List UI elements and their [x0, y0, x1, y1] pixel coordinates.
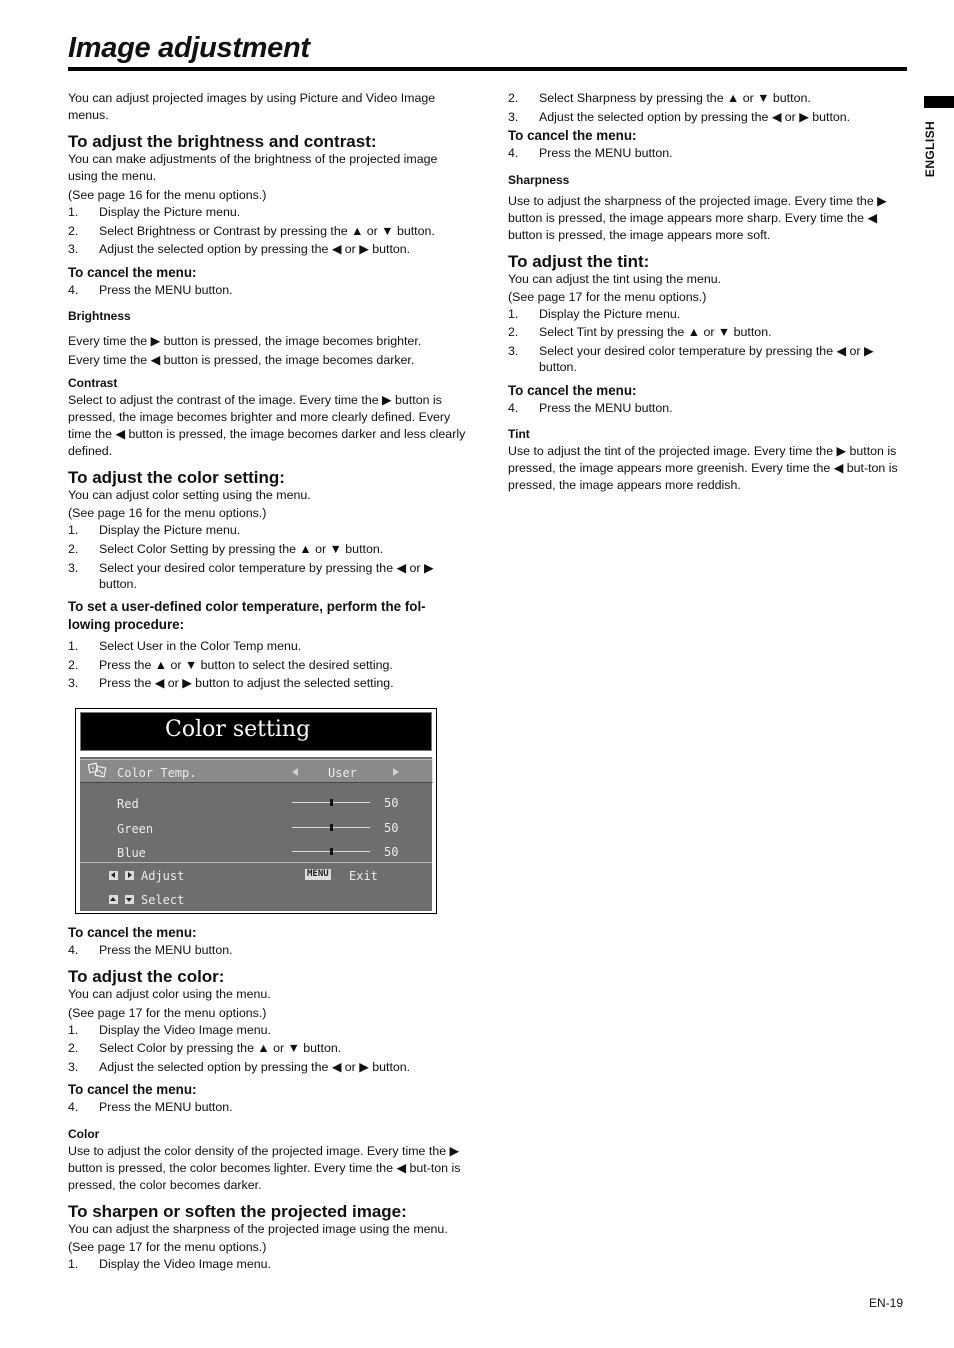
- left-arrow-icon: [292, 768, 298, 776]
- osd-footer: [80, 863, 432, 911]
- left-column: [68, 90, 468, 1275]
- list-item: 4. Press the MENU button.: [68, 282, 233, 297]
- color-subheading: Color: [68, 1126, 100, 1141]
- sharpen-heading: To sharpen or soften the projected image:: [68, 1201, 407, 1221]
- title-rule: [68, 67, 907, 71]
- page-title: Image adjustment: [68, 32, 310, 64]
- slider-knob: [330, 799, 333, 806]
- list-item: 3. Select your desired color temperature by pressing the ◀ or ▶ button.: [508, 343, 874, 374]
- tint-subheading: Tint: [508, 427, 530, 442]
- step-list: [508, 90, 908, 125]
- list-item: 1. Select User in the Color Temp menu.: [68, 639, 302, 654]
- paragraph: Every time the ◀ button is pressed, the image becomes darker.: [68, 353, 415, 368]
- list-item: 2. Press the ▲ or ▼ button to select the desired setting.: [68, 657, 393, 672]
- list-item: 4. Press the MENU button.: [508, 146, 673, 161]
- step-list: [68, 1256, 468, 1272]
- paragraph: You can adjust color using the menu.: [68, 986, 271, 1001]
- osd-row-color-temp: [80, 759, 433, 783]
- step-list: [68, 638, 468, 691]
- cancel-heading: To cancel the menu:: [68, 1082, 197, 1098]
- slider-knob: [330, 848, 333, 855]
- list-item: 3. Adjust the selected option by pressing the ◀ or ▶ button.: [68, 1059, 411, 1074]
- list-item: 2. Select Sharpness by pressing the ▲ or ▼ button.: [508, 91, 811, 105]
- step-list: [68, 522, 468, 591]
- list-item: 3. Adjust the selected option by pressing the ◀ or ▶ button.: [68, 242, 411, 257]
- paragraph: You can adjust the tint using the menu.: [508, 271, 722, 286]
- brightness-heading: Brightness: [68, 309, 131, 324]
- menu-key-icon: MENU: [307, 868, 329, 879]
- list-item: 3. Select your desired color temperature by pressing the ◀ or ▶ button.: [68, 560, 434, 591]
- list-item: 4. Press the MENU button.: [508, 400, 673, 415]
- osd-row-label: Red: [117, 796, 139, 811]
- osd-row-value: User: [328, 765, 357, 780]
- list-item: 3. Adjust the selected option by pressing the ◀ or ▶ button.: [508, 109, 851, 124]
- paragraph: (See page 17 for the menu options.): [68, 1005, 267, 1020]
- paragraph: You can make adjustments of the brightness of the projected image using the menu.: [68, 152, 438, 183]
- left-key-icon: [109, 871, 118, 880]
- exit-label: Exit: [349, 868, 378, 883]
- adjust-label: Adjust: [141, 868, 185, 883]
- list-item: 4. Press the MENU button.: [68, 1100, 233, 1115]
- paragraph: (See page 16 for the menu options.): [68, 506, 267, 521]
- osd-row-red: [80, 791, 432, 815]
- step-list: [508, 306, 908, 375]
- paragraph: (See page 17 for the menu options.): [68, 1239, 267, 1254]
- brightness-contrast-heading: To adjust the brightness and contrast:: [68, 132, 377, 151]
- step-list: [68, 1022, 468, 1075]
- list-item: 3. Press the ◀ or ▶ button to adjust the selected setting.: [68, 676, 394, 691]
- list-item: 4. Press the MENU button.: [68, 942, 233, 957]
- list-item: 2. Select Color by pressing the ▲ or ▼ button.: [68, 1041, 342, 1056]
- down-key-icon: [125, 895, 134, 904]
- paragraph: Use to adjust the tint of the projected image. Every time the ▶ button is pressed, the image appears more greenish. Every time the ◀ but-ton is pressed, the image appears more reddish.: [508, 444, 898, 493]
- osd-header: [80, 712, 432, 751]
- green-slider: [292, 827, 370, 828]
- list-item: 1. Display the Picture menu.: [508, 306, 681, 321]
- cancel-heading: To cancel the menu:: [68, 264, 197, 280]
- intro-text: You can adjust projected images by using Picture and Video Image menus.: [68, 91, 436, 122]
- osd-row-value: 50: [384, 844, 399, 859]
- list-item: 2. Select Brightness or Contrast by pressing the ▲ or ▼ button.: [68, 223, 435, 238]
- osd-row-label: Blue: [117, 845, 146, 860]
- osd-row-label: Green: [117, 821, 154, 836]
- color-setting-heading: To adjust the color setting:: [68, 468, 285, 488]
- tint-heading: To adjust the tint:: [508, 251, 650, 271]
- cancel-heading: To cancel the menu:: [68, 924, 197, 940]
- osd-row-blue: [80, 840, 432, 864]
- sharpness-heading: Sharpness: [508, 172, 570, 187]
- paragraph: You can adjust color setting using the menu.: [68, 488, 311, 503]
- list-item: 2. Select Color Setting by pressing the ▲ or ▼ button.: [68, 541, 384, 556]
- step-list: [508, 145, 908, 161]
- blue-slider: [292, 851, 370, 852]
- language-tab-marker: [924, 96, 954, 108]
- osd-row-value: 50: [384, 820, 399, 835]
- list-item: 1. Display the Picture menu.: [68, 205, 241, 219]
- right-column: [508, 90, 908, 494]
- paragraph: Every time the ▶ button is pressed, the image becomes brighter.: [68, 334, 422, 349]
- list-item: 1. Display the Picture menu.: [68, 523, 241, 538]
- red-slider: [292, 802, 370, 803]
- right-arrow-icon: [393, 768, 399, 776]
- paragraph: Use to adjust the color density of the projected image. Every time the ▶ button is pressed, the color becomes lighter. Every time the ◀ but-ton is pressed, the color becomes darker.: [68, 1143, 461, 1192]
- osd-row-label: Color Temp.: [117, 765, 197, 780]
- right-key-icon: [125, 871, 134, 880]
- step-list: [68, 942, 468, 958]
- step-list: [68, 282, 468, 298]
- cancel-heading: To cancel the menu:: [508, 382, 637, 398]
- list-item: 1. Display the Video Image menu.: [68, 1022, 271, 1037]
- list-item: 2. Select Tint by pressing the ▲ or ▼ button.: [508, 325, 772, 340]
- paragraph: (See page 17 for the menu options.): [508, 289, 707, 304]
- page-number: EN-19: [869, 1296, 904, 1310]
- slider-knob: [330, 824, 333, 831]
- step-list: [68, 1099, 468, 1115]
- paragraph: (See page 16 for the menu options.): [68, 188, 267, 202]
- step-list: [508, 400, 908, 416]
- paragraph: Use to adjust the sharpness of the projected image. Every time the ▶ button is pressed, the image appears more sharp. Every time the ◀ button is pressed, the image appears more soft.: [508, 193, 887, 242]
- paragraph: Select to adjust the contrast of the image. Every time the ▶ button is pressed, the image becomes brighter and more clearly defined. Every time the ◀ button is pressed, the image becomes darker and less clearly defined.: [68, 393, 466, 459]
- osd-row-value: 50: [384, 795, 399, 810]
- step-list: [68, 204, 468, 257]
- paragraph: You can adjust the sharpness of the projected image using the menu.: [68, 1221, 448, 1236]
- cancel-heading: To cancel the menu:: [508, 128, 637, 144]
- language-label: ENGLISH: [923, 120, 937, 178]
- color-setting-osd-screenshot: [75, 708, 437, 914]
- osd-title: Color setting: [165, 716, 311, 742]
- osd-row-green: [80, 816, 432, 840]
- color-temp-icon: [88, 762, 108, 778]
- list-item: 1. Display the Video Image menu.: [68, 1256, 271, 1271]
- osd-body: [80, 757, 432, 911]
- color-heading: To adjust the color:: [68, 966, 225, 986]
- select-label: Select: [141, 892, 185, 907]
- contrast-heading: Contrast: [68, 376, 118, 391]
- user-color-temp-heading: To set a user-defined color temperature, perform the fol-lowing procedure:: [68, 599, 426, 633]
- up-key-icon: [109, 895, 118, 904]
